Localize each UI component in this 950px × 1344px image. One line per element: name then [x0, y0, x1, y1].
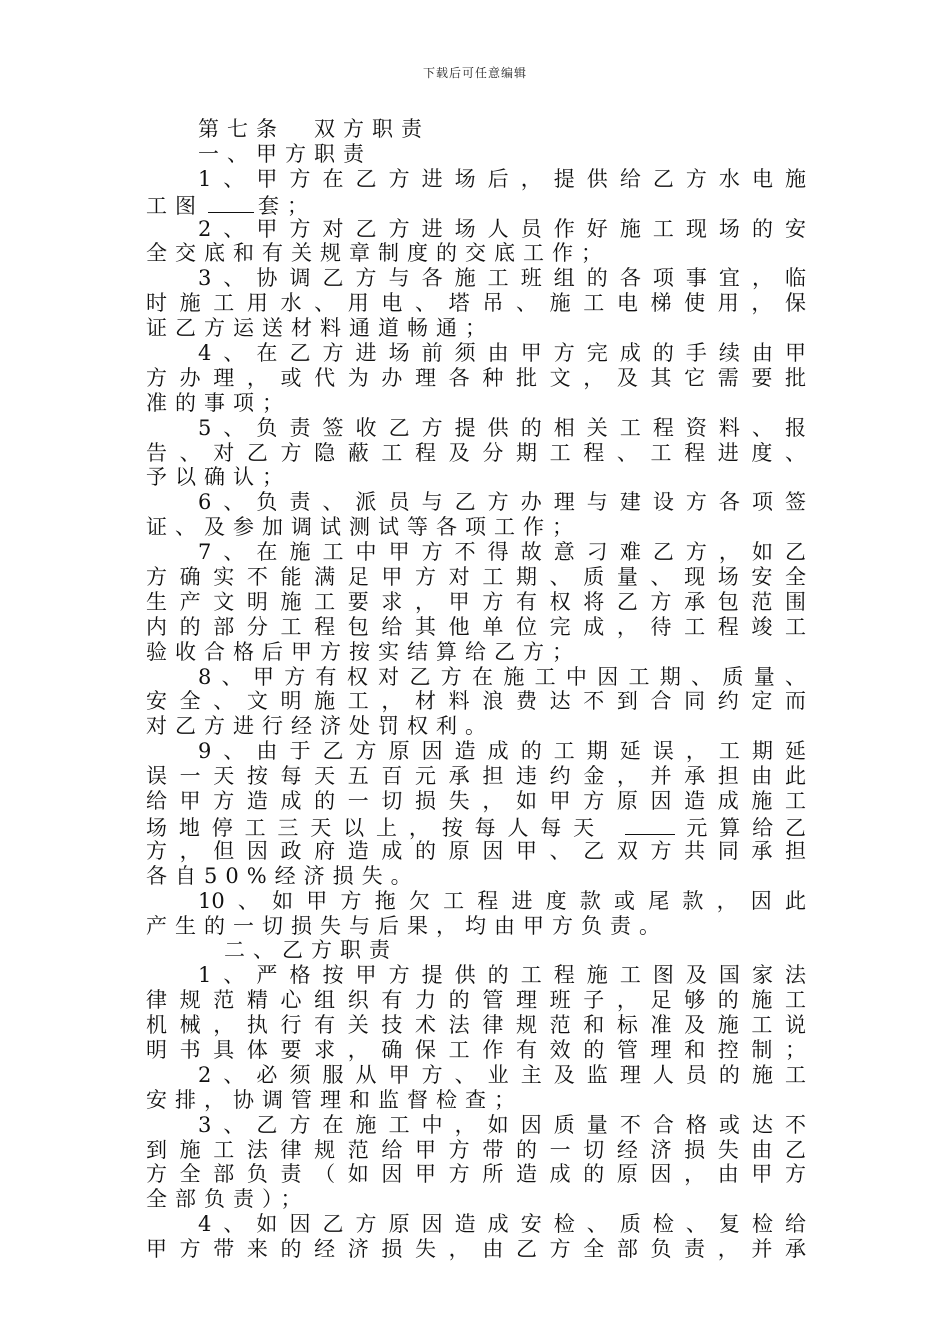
text-line: 全交底和有关规章制度的交底工作；	[146, 241, 610, 266]
text-line: 准的事项；	[146, 390, 291, 415]
text-line: 1、严格按甲方提供的工程施工图及国家法	[198, 963, 806, 988]
text-line: 告、对乙方隐蔽工程及分期工程、工程进度、	[146, 440, 806, 465]
text-fragment: 元算给乙	[674, 815, 807, 840]
text-line: 对乙方进行经济处罚权利。	[146, 714, 494, 739]
text-line: 3、协调乙方与各施工班组的各项事宜，临	[198, 266, 806, 291]
text-line: 8、甲方有权对乙方在施工中因工期、质量、	[198, 664, 806, 689]
text-line: 甲方带来的经济损失，由乙方全部负责，并承	[146, 1237, 806, 1262]
text-line: 方，但因政府造成的原因甲、乙双方共同承担	[146, 838, 806, 863]
text-line: 律规范精心组织有力的管理班子，足够的施工	[146, 988, 806, 1013]
section-title: 第七条 双方职责	[198, 117, 430, 141]
text-line: 方办理，或代为办理各种批文，及其它需要批	[146, 365, 806, 390]
text-line: 4、如因乙方原因造成安检、质检、复检给	[198, 1212, 806, 1237]
text-line: 时施工用水、用电、塔吊、施工电梯使用，保	[146, 291, 806, 316]
fill-in-blank	[625, 814, 675, 835]
text-line: 各自50%经济损失。	[146, 863, 420, 888]
party-a-duties-heading: 一、甲方职责	[198, 141, 372, 166]
text-line: 产生的一切损失与后果，均由甲方负责。	[146, 913, 668, 938]
text-line: 安排，协调管理和监督检查；	[146, 1087, 523, 1112]
text-line: 安全、文明施工，材料浪费达不到合同约定而	[146, 689, 806, 714]
text-line: 机械，执行有关技术法律规范和标准及施工说	[146, 1013, 806, 1038]
text-line: 6、负责、派员与乙方办理与建设方各项签	[198, 490, 806, 515]
text-line: 4、在乙方进场前须由甲方完成的手续由甲	[198, 341, 806, 366]
text-line: 生产文明施工要求，甲方有权将乙方承包范围	[146, 589, 806, 614]
text-line: 证乙方运送材料通道畅通；	[146, 316, 494, 341]
text-line: 明书具体要求，确保工作有效的管理和控制；	[146, 1037, 806, 1062]
text-line: 给甲方造成的一切损失，如甲方原因造成施工	[146, 789, 806, 814]
text-line: 3、乙方在施工中，如因质量不合格或达不	[198, 1112, 806, 1137]
text-line: 7、在施工中甲方不得故意刁难乙方，如乙	[198, 540, 806, 565]
text-line: 2、甲方对乙方进场人员作好施工现场的安	[198, 216, 806, 241]
text-line: 到施工法律规范给甲方带的一切经济损失由乙	[146, 1137, 806, 1162]
text-line	[146, 192, 806, 217]
fill-in-blank	[208, 192, 254, 213]
text-fragment: 场地停工三天以上，按每人每天	[146, 815, 607, 840]
text-fragment: 套；	[258, 193, 316, 218]
text-line: 验收合格后甲方按实结算给乙方；	[146, 639, 581, 664]
text-line	[146, 814, 806, 839]
text-line: 10、如甲方拖欠工程进度款或尾款，因此	[198, 888, 806, 913]
text-line: 予以确认；	[146, 465, 291, 490]
text-line: 9、由于乙方原因造成的工期延误，工期延	[198, 739, 806, 764]
text-line: 全部负责）；	[146, 1187, 310, 1212]
party-b-duties-heading: 二、乙方职责	[224, 938, 398, 963]
page-header-note: 下载后可任意编辑	[422, 66, 527, 80]
contract-article-body	[146, 117, 806, 1262]
text-line: 误一天按每天五百元承担违约金，并承担由此	[146, 764, 806, 789]
text-line: 证、及参加调试测试等各项工作；	[146, 515, 581, 540]
text-line: 5、负责签收乙方提供的相关工程资料、报	[198, 415, 806, 440]
text-fragment: 工图	[146, 193, 204, 218]
text-line: 方确实不能满足甲方对工期、质量、现场安全	[146, 565, 806, 590]
text-line: 2、必须服从甲方、业主及监理人员的施工	[198, 1062, 806, 1087]
text-line: 方全部负责（如因甲方所造成的原因，由甲方	[146, 1162, 806, 1187]
text-line: 内的部分工程包给其他单位完成，待工程竣工	[146, 614, 806, 639]
text-line: 1、甲方在乙方进场后，提供给乙方水电施	[198, 166, 806, 191]
